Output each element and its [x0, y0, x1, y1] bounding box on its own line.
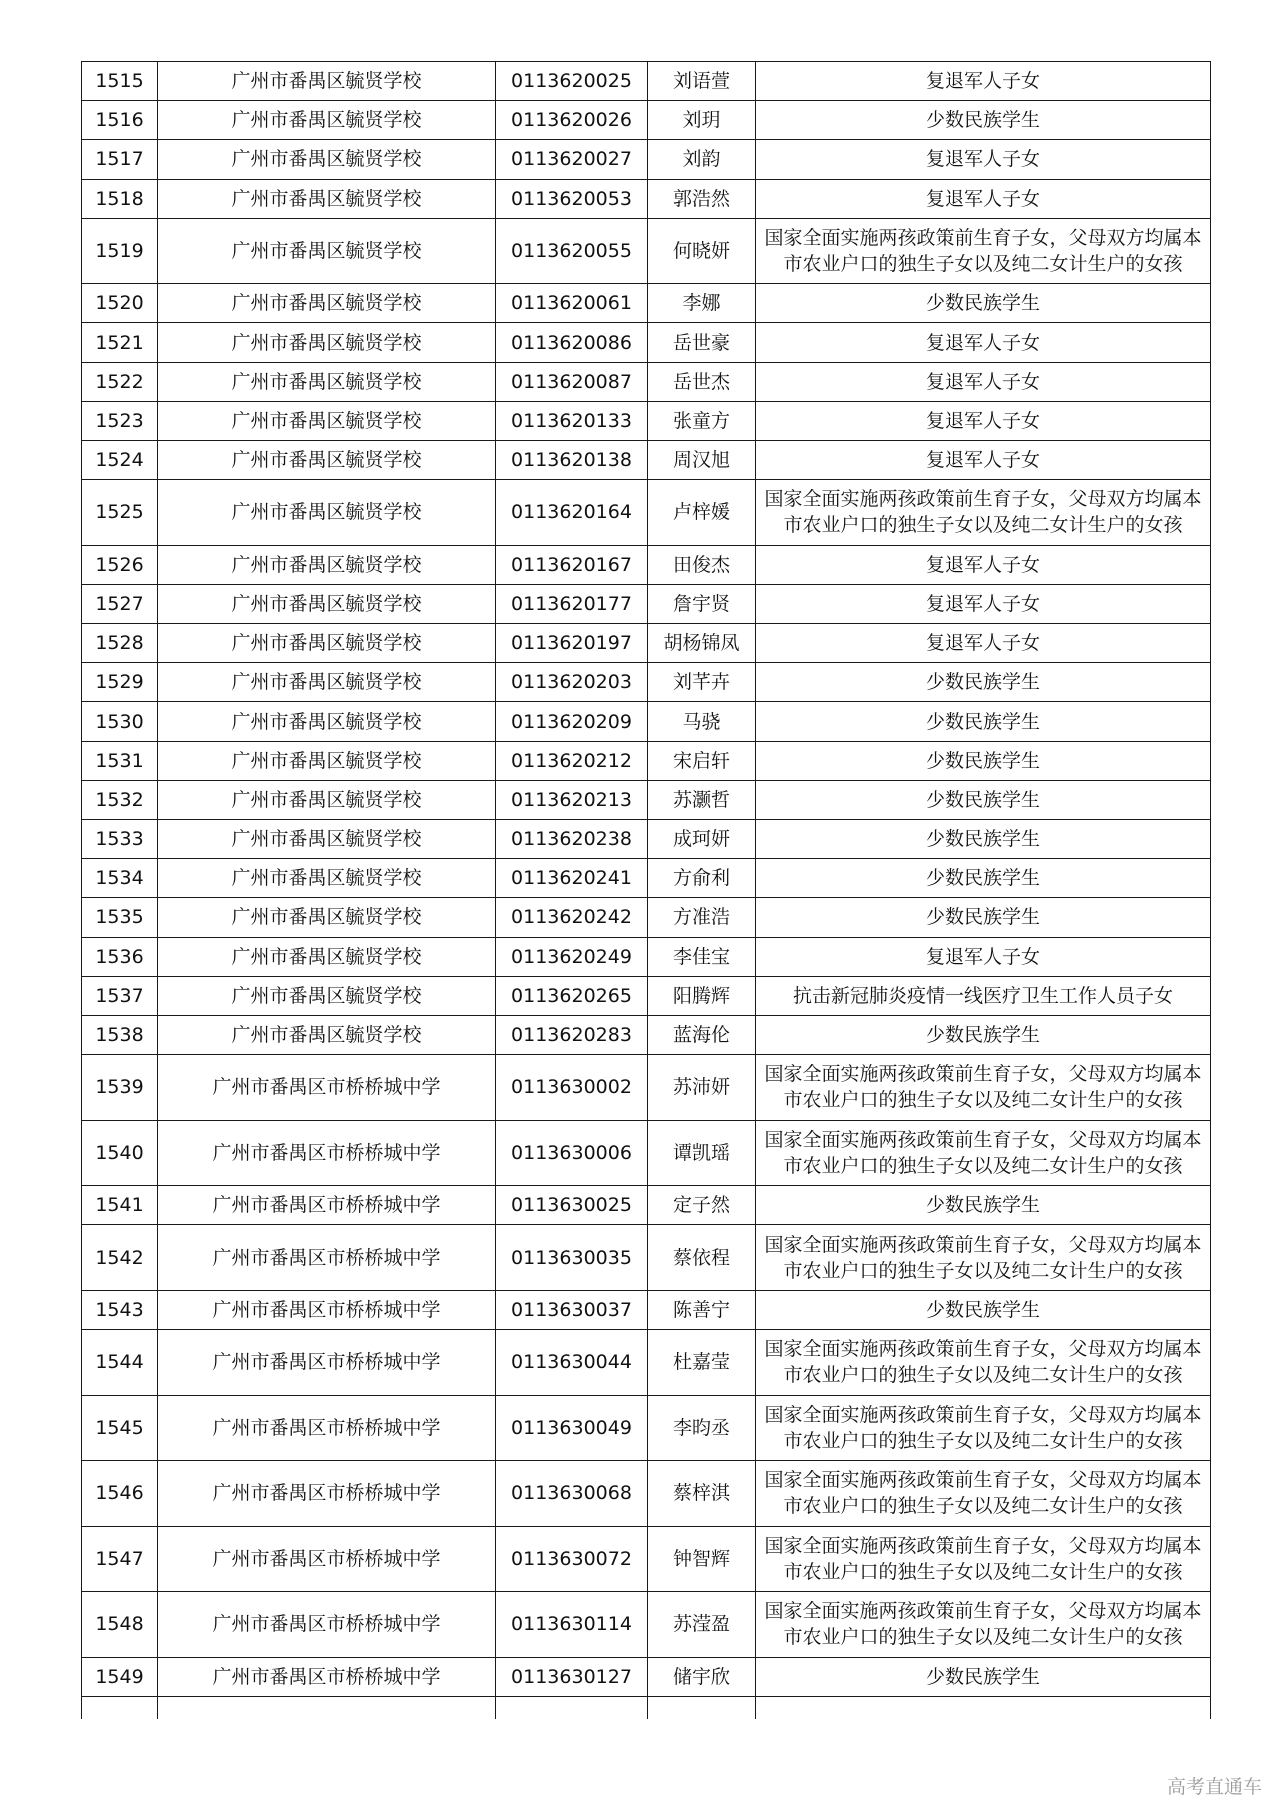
col-name: 李娜 — [648, 284, 756, 323]
col-name: 岳世豪 — [648, 323, 756, 362]
col-number: 1535 — [82, 898, 158, 937]
col-school: 广州市番禺区毓贤学校 — [158, 624, 496, 663]
col-category: 国家全面实施两孩政策前生育子女，父母双方均属本市农业户口的独生子女以及纯二女计生户的女孩 — [756, 1395, 1211, 1461]
col-number: 1519 — [82, 218, 158, 284]
table-row — [82, 1592, 1211, 1658]
col-student-id: 0113620241 — [496, 859, 648, 898]
col-school: 广州市番禺区毓贤学校 — [158, 401, 496, 440]
col-name: 苏灏哲 — [648, 780, 756, 819]
col-number: 1548 — [82, 1592, 158, 1658]
table-row — [82, 820, 1211, 859]
col-number: 1538 — [82, 1015, 158, 1054]
col-student-id: 0113630114 — [496, 1592, 648, 1658]
col-student-id: 0113630127 — [496, 1657, 648, 1696]
col-number: 1526 — [82, 545, 158, 584]
col-student-id: 0113620242 — [496, 898, 648, 937]
col-category: 少数民族学生 — [756, 1015, 1211, 1054]
col-student-id: 0113620133 — [496, 401, 648, 440]
col-name: 刘芊卉 — [648, 663, 756, 702]
col-school: 广州市番禺区毓贤学校 — [158, 976, 496, 1015]
col-student-id: 0113620177 — [496, 584, 648, 623]
table-row — [82, 976, 1211, 1015]
col-student-id: 0113630044 — [496, 1330, 648, 1396]
col-category: 少数民族学生 — [756, 702, 1211, 741]
col-school: 广州市番禺区毓贤学校 — [158, 480, 496, 546]
watermark-text: 高考直通车 — [1166, 1776, 1262, 1798]
col-school: 广州市番禺区市桥桥城中学 — [158, 1461, 496, 1527]
col-category: 国家全面实施两孩政策前生育子女，父母双方均属本市农业户口的独生子女以及纯二女计生户的女孩 — [756, 1330, 1211, 1396]
col-name: 刘韵 — [648, 140, 756, 179]
table-row — [82, 1225, 1211, 1291]
col-student-id: 0113620055 — [496, 218, 648, 284]
table-row — [82, 584, 1211, 623]
col-category: 复退军人子女 — [756, 545, 1211, 584]
table-row — [82, 441, 1211, 480]
col-number: 1546 — [82, 1461, 158, 1527]
col-name: 蓝海伦 — [648, 1015, 756, 1054]
col-student-id: 0113620026 — [496, 101, 648, 140]
table-row-continuation — [82, 1696, 1211, 1719]
col-number: 1522 — [82, 362, 158, 401]
col-name: 苏沛妍 — [648, 1055, 756, 1121]
table-row — [82, 1395, 1211, 1461]
col-school: 广州市番禺区市桥桥城中学 — [158, 1395, 496, 1461]
table-row — [82, 179, 1211, 218]
col-category: 少数民族学生 — [756, 101, 1211, 140]
empty-cell — [648, 1696, 756, 1719]
col-school: 广州市番禺区市桥桥城中学 — [158, 1526, 496, 1592]
col-school: 广州市番禺区毓贤学校 — [158, 140, 496, 179]
col-category: 复退军人子女 — [756, 401, 1211, 440]
col-name: 马骁 — [648, 702, 756, 741]
col-student-id: 0113630006 — [496, 1120, 648, 1186]
col-name: 周汉旭 — [648, 441, 756, 480]
col-name: 阳腾辉 — [648, 976, 756, 1015]
col-category: 少数民族学生 — [756, 1186, 1211, 1225]
col-name: 岳世杰 — [648, 362, 756, 401]
col-student-id: 0113620164 — [496, 480, 648, 546]
col-student-id: 0113620249 — [496, 937, 648, 976]
col-school: 广州市番禺区市桥桥城中学 — [158, 1657, 496, 1696]
col-student-id: 0113620087 — [496, 362, 648, 401]
col-school: 广州市番禺区毓贤学校 — [158, 62, 496, 101]
table-row — [82, 702, 1211, 741]
col-category: 国家全面实施两孩政策前生育子女，父母双方均属本市农业户口的独生子女以及纯二女计生户的女孩 — [756, 1526, 1211, 1592]
col-school: 广州市番禺区毓贤学校 — [158, 780, 496, 819]
col-number: 1527 — [82, 584, 158, 623]
col-student-id: 0113620025 — [496, 62, 648, 101]
table-row — [82, 62, 1211, 101]
col-name: 苏滢盈 — [648, 1592, 756, 1658]
col-name: 方准浩 — [648, 898, 756, 937]
col-name: 谭凯瑶 — [648, 1120, 756, 1186]
col-school: 广州市番禺区市桥桥城中学 — [158, 1330, 496, 1396]
table-row — [82, 1015, 1211, 1054]
col-category: 复退军人子女 — [756, 323, 1211, 362]
col-number: 1536 — [82, 937, 158, 976]
col-school: 广州市番禺区毓贤学校 — [158, 584, 496, 623]
col-name: 定子然 — [648, 1186, 756, 1225]
col-student-id: 0113620167 — [496, 545, 648, 584]
table-body — [82, 62, 1211, 1719]
table-row — [82, 218, 1211, 284]
col-number: 1534 — [82, 859, 158, 898]
col-student-id: 0113620265 — [496, 976, 648, 1015]
col-name: 刘玥 — [648, 101, 756, 140]
col-number: 1543 — [82, 1290, 158, 1329]
col-category: 少数民族学生 — [756, 284, 1211, 323]
table-row — [82, 624, 1211, 663]
col-number: 1541 — [82, 1186, 158, 1225]
col-name: 蔡依程 — [648, 1225, 756, 1291]
col-category: 国家全面实施两孩政策前生育子女，父母双方均属本市农业户口的独生子女以及纯二女计生户的女孩 — [756, 1225, 1211, 1291]
col-number: 1529 — [82, 663, 158, 702]
col-number: 1523 — [82, 401, 158, 440]
col-student-id: 0113630035 — [496, 1225, 648, 1291]
col-category: 国家全面实施两孩政策前生育子女，父母双方均属本市农业户口的独生子女以及纯二女计生户的女孩 — [756, 218, 1211, 284]
col-school: 广州市番禺区市桥桥城中学 — [158, 1592, 496, 1658]
col-number: 1524 — [82, 441, 158, 480]
col-school: 广州市番禺区毓贤学校 — [158, 441, 496, 480]
col-student-id: 0113630025 — [496, 1186, 648, 1225]
col-school: 广州市番禺区毓贤学校 — [158, 937, 496, 976]
col-student-id: 0113620213 — [496, 780, 648, 819]
table-row — [82, 284, 1211, 323]
col-name: 钟智辉 — [648, 1526, 756, 1592]
table-row — [82, 1330, 1211, 1396]
col-category: 少数民族学生 — [756, 741, 1211, 780]
table-row — [82, 780, 1211, 819]
col-school: 广州市番禺区市桥桥城中学 — [158, 1186, 496, 1225]
col-student-id: 0113630072 — [496, 1526, 648, 1592]
col-school: 广州市番禺区毓贤学校 — [158, 362, 496, 401]
col-number: 1528 — [82, 624, 158, 663]
col-student-id: 0113630037 — [496, 1290, 648, 1329]
col-student-id: 0113620283 — [496, 1015, 648, 1054]
empty-cell — [158, 1696, 496, 1719]
col-school: 广州市番禺区市桥桥城中学 — [158, 1225, 496, 1291]
col-school: 广州市番禺区毓贤学校 — [158, 663, 496, 702]
col-number: 1539 — [82, 1055, 158, 1121]
col-category: 抗击新冠肺炎疫情一线医疗卫生工作人员子女 — [756, 976, 1211, 1015]
col-category: 国家全面实施两孩政策前生育子女，父母双方均属本市农业户口的独生子女以及纯二女计生户的女孩 — [756, 1592, 1211, 1658]
col-number: 1545 — [82, 1395, 158, 1461]
col-name: 张童方 — [648, 401, 756, 440]
col-student-id: 0113620197 — [496, 624, 648, 663]
col-category: 少数民族学生 — [756, 1657, 1211, 1696]
col-number: 1531 — [82, 741, 158, 780]
col-name: 卢梓媛 — [648, 480, 756, 546]
col-school: 广州市番禺区毓贤学校 — [158, 101, 496, 140]
col-school: 广州市番禺区市桥桥城中学 — [158, 1290, 496, 1329]
col-name: 田俊杰 — [648, 545, 756, 584]
empty-cell — [82, 1696, 158, 1719]
col-school: 广州市番禺区毓贤学校 — [158, 179, 496, 218]
col-name: 刘语萱 — [648, 62, 756, 101]
col-category: 少数民族学生 — [756, 663, 1211, 702]
table-row — [82, 1461, 1211, 1527]
col-name: 杜嘉莹 — [648, 1330, 756, 1396]
col-number: 1532 — [82, 780, 158, 819]
col-number: 1542 — [82, 1225, 158, 1291]
table-row — [82, 898, 1211, 937]
col-student-id: 0113620138 — [496, 441, 648, 480]
col-name: 李佳宝 — [648, 937, 756, 976]
col-category: 国家全面实施两孩政策前生育子女，父母双方均属本市农业户口的独生子女以及纯二女计生户的女孩 — [756, 1461, 1211, 1527]
col-category: 复退军人子女 — [756, 937, 1211, 976]
empty-cell — [756, 1696, 1211, 1719]
col-name: 郭浩然 — [648, 179, 756, 218]
table-row — [82, 1657, 1211, 1696]
col-student-id: 0113620238 — [496, 820, 648, 859]
col-number: 1525 — [82, 480, 158, 546]
table-row — [82, 741, 1211, 780]
col-student-id: 0113630068 — [496, 1461, 648, 1527]
col-name: 成珂妍 — [648, 820, 756, 859]
table-row — [82, 937, 1211, 976]
col-student-id: 0113630049 — [496, 1395, 648, 1461]
table-row — [82, 480, 1211, 546]
col-number: 1549 — [82, 1657, 158, 1696]
col-category: 少数民族学生 — [756, 820, 1211, 859]
col-name: 詹宇贤 — [648, 584, 756, 623]
col-number: 1540 — [82, 1120, 158, 1186]
col-school: 广州市番禺区毓贤学校 — [158, 820, 496, 859]
col-school: 广州市番禺区毓贤学校 — [158, 898, 496, 937]
table-row — [82, 859, 1211, 898]
table-row — [82, 140, 1211, 179]
col-student-id: 0113620061 — [496, 284, 648, 323]
col-number: 1547 — [82, 1526, 158, 1592]
col-school: 广州市番禺区毓贤学校 — [158, 702, 496, 741]
col-name: 李昀丞 — [648, 1395, 756, 1461]
col-category: 复退军人子女 — [756, 179, 1211, 218]
student-list-table — [81, 61, 1211, 1719]
col-school: 广州市番禺区毓贤学校 — [158, 284, 496, 323]
col-name: 宋启轩 — [648, 741, 756, 780]
col-school: 广州市番禺区毓贤学校 — [158, 545, 496, 584]
col-category: 少数民族学生 — [756, 859, 1211, 898]
col-student-id: 0113620203 — [496, 663, 648, 702]
col-student-id: 0113630002 — [496, 1055, 648, 1121]
table-row — [82, 1290, 1211, 1329]
col-school: 广州市番禺区毓贤学校 — [158, 741, 496, 780]
col-number: 1516 — [82, 101, 158, 140]
col-student-id: 0113620209 — [496, 702, 648, 741]
col-category: 国家全面实施两孩政策前生育子女，父母双方均属本市农业户口的独生子女以及纯二女计生户的女孩 — [756, 480, 1211, 546]
col-name: 陈善宁 — [648, 1290, 756, 1329]
col-category: 少数民族学生 — [756, 780, 1211, 819]
col-student-id: 0113620212 — [496, 741, 648, 780]
col-name: 方俞利 — [648, 859, 756, 898]
col-number: 1518 — [82, 179, 158, 218]
table-row — [82, 101, 1211, 140]
col-category: 复退军人子女 — [756, 140, 1211, 179]
col-number: 1537 — [82, 976, 158, 1015]
col-name: 储宇欣 — [648, 1657, 756, 1696]
col-name: 蔡梓淇 — [648, 1461, 756, 1527]
table-row — [82, 1186, 1211, 1225]
col-student-id: 0113620027 — [496, 140, 648, 179]
col-number: 1544 — [82, 1330, 158, 1396]
col-category: 少数民族学生 — [756, 898, 1211, 937]
table-row — [82, 663, 1211, 702]
col-school: 广州市番禺区市桥桥城中学 — [158, 1055, 496, 1121]
col-school: 广州市番禺区毓贤学校 — [158, 1015, 496, 1054]
table-row — [82, 545, 1211, 584]
table-row — [82, 1120, 1211, 1186]
col-school: 广州市番禺区毓贤学校 — [158, 859, 496, 898]
col-category: 复退军人子女 — [756, 584, 1211, 623]
col-school: 广州市番禺区毓贤学校 — [158, 323, 496, 362]
col-category: 国家全面实施两孩政策前生育子女，父母双方均属本市农业户口的独生子女以及纯二女计生户的女孩 — [756, 1055, 1211, 1121]
col-number: 1517 — [82, 140, 158, 179]
col-school: 广州市番禺区毓贤学校 — [158, 218, 496, 284]
table-row — [82, 1055, 1211, 1121]
table-row — [82, 1526, 1211, 1592]
col-name: 何晓妍 — [648, 218, 756, 284]
empty-cell — [496, 1696, 648, 1719]
col-category: 复退军人子女 — [756, 362, 1211, 401]
col-number: 1530 — [82, 702, 158, 741]
col-category: 复退军人子女 — [756, 62, 1211, 101]
col-category: 复退军人子女 — [756, 441, 1211, 480]
col-category: 复退军人子女 — [756, 624, 1211, 663]
col-number: 1515 — [82, 62, 158, 101]
col-category: 国家全面实施两孩政策前生育子女，父母双方均属本市农业户口的独生子女以及纯二女计生户的女孩 — [756, 1120, 1211, 1186]
table-row — [82, 362, 1211, 401]
table-row — [82, 401, 1211, 440]
col-number: 1533 — [82, 820, 158, 859]
col-school: 广州市番禺区市桥桥城中学 — [158, 1120, 496, 1186]
col-student-id: 0113620086 — [496, 323, 648, 362]
col-name: 胡杨锦凤 — [648, 624, 756, 663]
col-number: 1521 — [82, 323, 158, 362]
table-row — [82, 323, 1211, 362]
col-student-id: 0113620053 — [496, 179, 648, 218]
col-number: 1520 — [82, 284, 158, 323]
col-category: 少数民族学生 — [756, 1290, 1211, 1329]
